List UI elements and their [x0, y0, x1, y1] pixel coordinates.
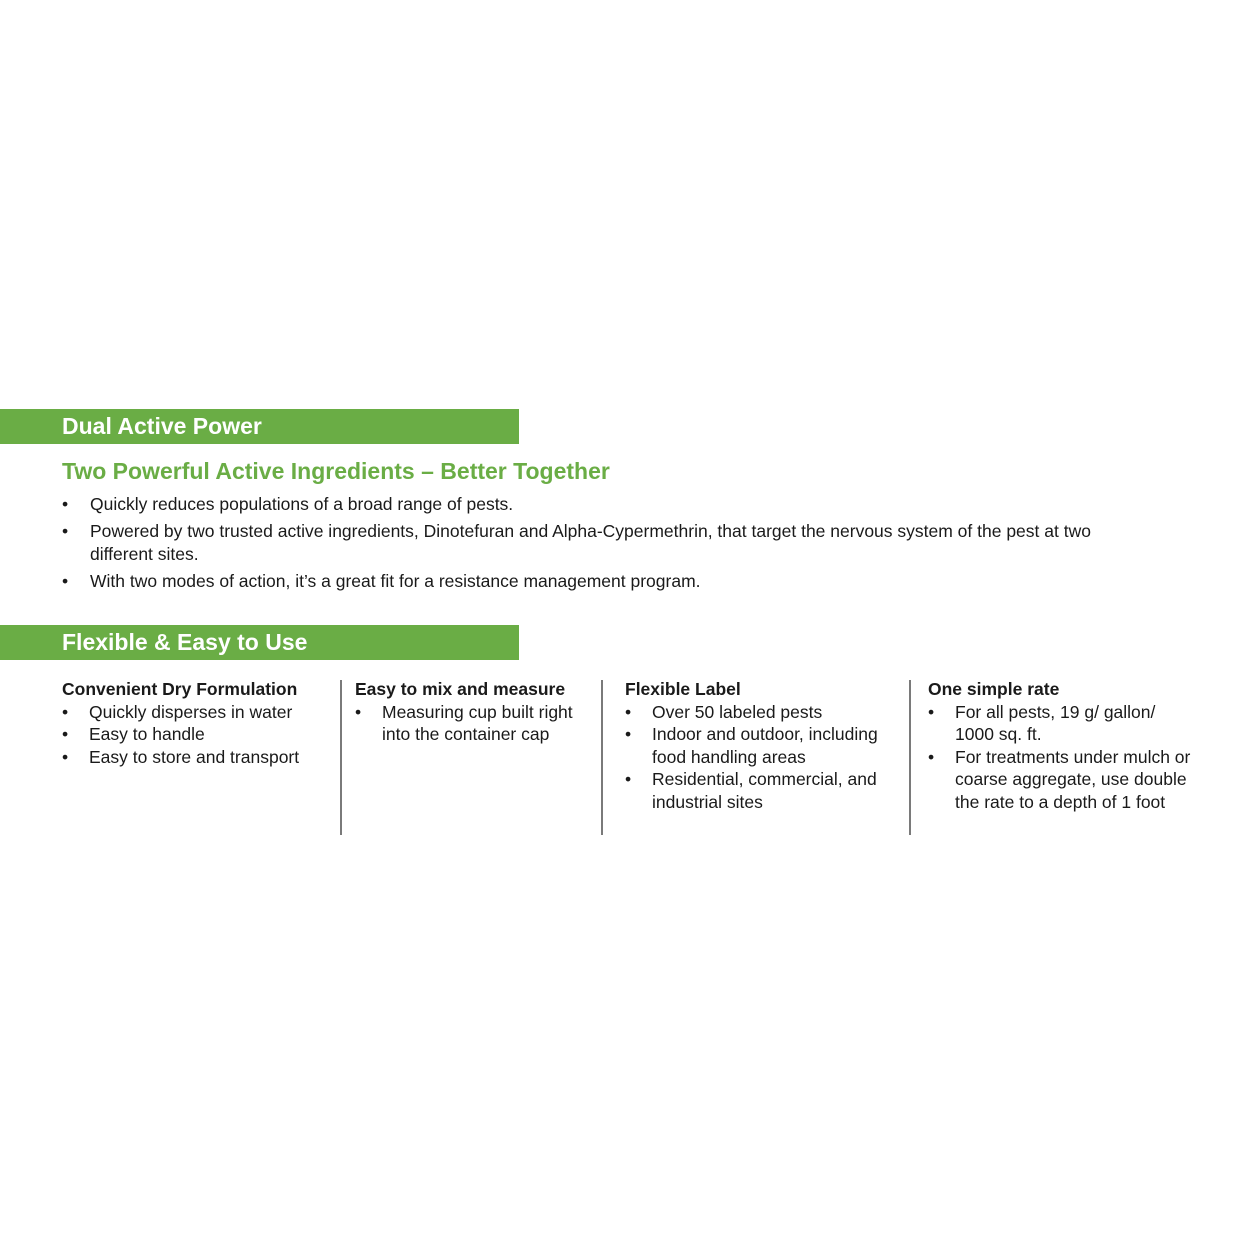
column-divider: [340, 680, 342, 835]
list-item-text: Easy to handle: [89, 724, 205, 744]
benefits-list: [62, 493, 1102, 597]
list-item-text: Over 50 labeled pests: [652, 701, 823, 722]
column-list: [62, 701, 332, 769]
list-item: [62, 520, 1102, 566]
list-item-text: For all pests, 19 g/ gallon/ 1000 sq. ft.: [955, 701, 1156, 744]
list-item: [625, 768, 900, 813]
bullet-icon: •: [62, 746, 69, 767]
bullet-icon: •: [62, 494, 69, 514]
bullet-icon: •: [928, 701, 935, 722]
feature-column-dry-formulation: [62, 678, 332, 768]
bullet-icon: •: [625, 769, 632, 789]
bullet-icon: •: [928, 746, 935, 767]
list-item-text: Powered by two trusted active ingredients, Dinotefuran and Alpha-Cypermethrin, that target the nervous system of the pest at two different sites.: [90, 521, 1091, 564]
column-divider: [601, 680, 603, 835]
bullet-icon: •: [355, 701, 362, 722]
section-banner-flexible-easy: Flexible & Easy to Use: [0, 625, 519, 660]
list-item: [62, 723, 332, 746]
list-item: [625, 701, 900, 724]
column-list: [355, 701, 595, 746]
list-item-text: Indoor and outdoor, including food handling areas: [652, 724, 878, 767]
list-item: [355, 701, 595, 746]
section-subheading: Two Powerful Active Ingredients – Better Together: [62, 458, 610, 484]
column-heading: Easy to mix and measure: [355, 679, 566, 699]
list-item: [62, 701, 332, 724]
list-item: [62, 493, 1102, 516]
bullet-icon: •: [625, 724, 632, 744]
feature-column-flexible-label: [625, 678, 900, 813]
column-heading: Convenient Dry Formulation: [62, 679, 298, 699]
list-item: [928, 746, 1193, 814]
list-item-text: Easy to store and transport: [89, 746, 300, 767]
list-item-text: Measuring cup built right into the container cap: [382, 701, 573, 744]
section-banner-dual-active-power: Dual Active Power: [0, 409, 519, 444]
list-item-text: Quickly disperses in water: [89, 701, 293, 722]
column-heading: One simple rate: [928, 679, 1060, 699]
bullet-icon: •: [62, 724, 69, 744]
list-item: [62, 746, 332, 769]
list-item: [928, 701, 1193, 746]
bullet-icon: •: [625, 701, 632, 722]
bullet-icon: •: [62, 521, 69, 541]
column-list: [928, 701, 1193, 814]
list-item: [625, 723, 900, 768]
bullet-icon: •: [62, 701, 69, 722]
bullet-icon: •: [62, 571, 69, 591]
column-divider: [909, 680, 911, 835]
feature-column-mix-measure: [355, 678, 595, 746]
list-item-text: Quickly reduces populations of a broad range of pests.: [90, 494, 514, 514]
list-item-text: With two modes of action, it’s a great fit for a resistance management program.: [90, 571, 701, 591]
column-list: [625, 701, 900, 814]
list-item-text: Residential, commercial, and industrial sites: [652, 769, 877, 812]
feature-column-simple-rate: [928, 678, 1193, 813]
list-item: [62, 570, 1102, 593]
list-item-text: For treatments under mulch or coarse aggregate, use double the rate to a depth of 1 foot: [955, 746, 1191, 812]
column-heading: Flexible Label: [625, 679, 741, 699]
